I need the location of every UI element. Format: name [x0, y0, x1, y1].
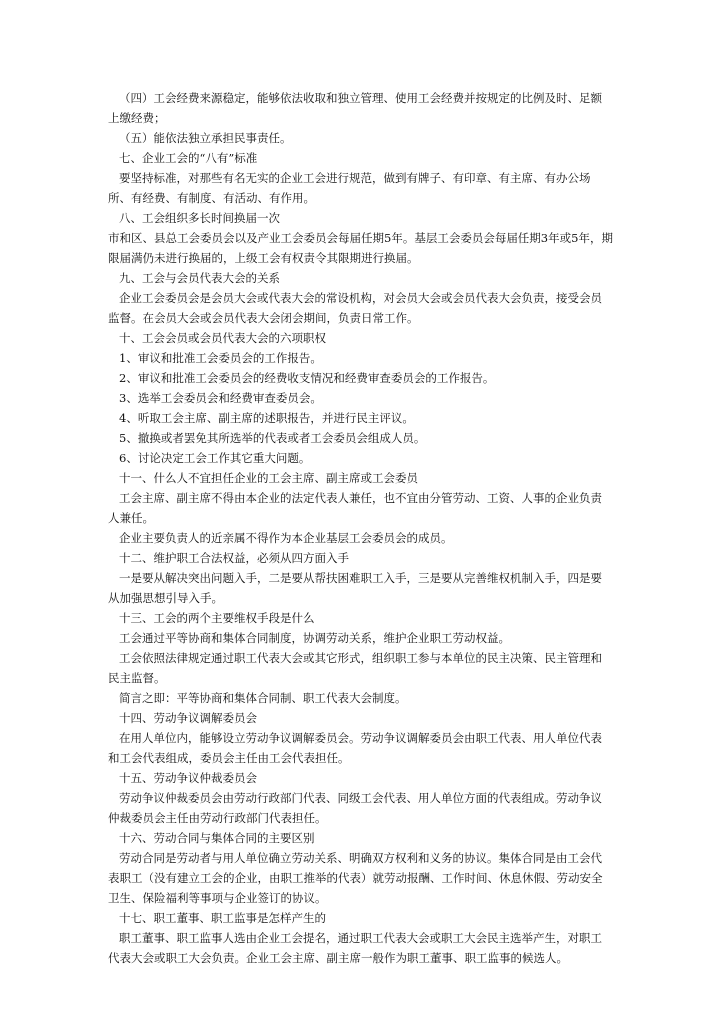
paragraph: 企业主要负责人的近亲属不得作为本企业基层工会委员会的成员。: [119, 531, 453, 545]
section-heading: 十三、工会的两个主要维权手段是什么: [119, 611, 315, 625]
paragraph: 一是要从解决突出问题入手，二是要从帮扶困难职工入手，三是要从完善维权机制入手，四是要从加强思想引导入手。: [108, 571, 602, 605]
paragraph: 要坚持标准，对那些有名无实的企业工会进行规范，做到有牌子、有印章、有主席、有办公场所、有经费、有制度、有活动、有作用。: [108, 171, 591, 205]
list-item: 5、撤换或者罢免其所选举的代表或者工会委员会组成人员。: [119, 431, 426, 445]
section-heading: 十六、劳动合同与集体合同的主要区别: [119, 831, 315, 845]
paragraph: （五）能依法独立承担民事责任。: [119, 131, 292, 145]
paragraph: 职工董事、职工监事人选由企业工会提名，通过职工代表大会或职工大会民主选举产生，对职工代表大会或职工大会负责。企业工会主席、副主席一般作为职工董事、职工监事的候选人。: [108, 931, 602, 965]
section-heading: 九、工会与会员代表大会的关系: [119, 271, 280, 285]
section-heading: 十一、什么人不宜担任企业的工会主席、副主席或工会委员: [119, 471, 418, 485]
section-heading: 十四、劳动争议调解委员会: [119, 711, 257, 725]
section-heading: 十五、劳动争议仲裁委员会: [119, 771, 257, 785]
list-item: 3、选举工会委员会和经费审查委员会。: [119, 391, 322, 405]
paragraph: 劳动合同是劳动者与用人单位确立劳动关系、明确双方权利和义务的协议。集体合同是由工会代表职工（没有建立工会的企业，由职工推举的代表）就劳动报酬、工作时间、休息休假、劳动安全卫生、保险福利等事项与企业签订的协议。: [108, 851, 603, 905]
section-heading: 十七、职工董事、职工监事是怎样产生的: [119, 911, 326, 925]
section-heading: 七、企业工会的“八有”标准: [119, 151, 258, 165]
paragraph: 在用人单位内，能够设立劳动争议调解委员会。劳动争议调解委员会由职工代表、用人单位代表和工会代表组成，委员会主任由工会代表担任。: [108, 731, 602, 765]
section-heading: 十二、维护职工合法权益，必须从四方面入手: [119, 551, 349, 565]
list-item: 6、讨论决定工会工作其它重大问题。: [119, 451, 311, 465]
section-heading: 八、工会组织多长时间换届一次: [119, 211, 280, 225]
paragraph: 工会主席、副主席不得由本企业的法定代表人兼任，也不宜由分管劳动、工资、人事的企业负责人兼任。: [108, 491, 602, 525]
list-item: 4、听取工会主席、副主席的述职报告，并进行民主评议。: [119, 411, 414, 425]
paragraph: 劳动争议仲裁委员会由劳动行政部门代表、同级工会代表、用人单位方面的代表组成。劳动争议仲裁委员会主任由劳动行政部门代表担任。: [108, 791, 602, 825]
paragraph: 市和区、县总工会委员会以及产业工会委员会每届任期5年。基层工会委员会每届任期3年或5年，期限届满仍未进行换届的，上级工会有权责令其限期进行换届。: [108, 231, 613, 265]
paragraph: （四）工会经费来源稳定，能够依法收取和独立管理、使用工会经费并按规定的比例及时、足额上缴经费；: [108, 91, 602, 125]
paragraph: 工会依照法律规定通过职工代表大会或其它形式，组织职工参与本单位的民主决策、民主管理和民主监督。: [108, 651, 602, 685]
section-heading: 十、工会会员或会员代表大会的六项职权: [119, 331, 326, 345]
list-item: 2、审议和批准工会委员会的经费收支情况和经费审查委员会的工作报告。: [119, 371, 495, 385]
paragraph: 企业工会委员会是会员大会或代表大会的常设机构，对会员大会或会员代表大会负责，接受会员监督。在会员大会或会员代表大会闭会期间，负责日常工作。: [108, 291, 602, 325]
paragraph: 简言之即：平等协商和集体合同制、职工代表大会制度。: [119, 691, 407, 705]
document-body: [108, 88, 613, 968]
list-item: 1、审议和批准工会委员会的工作报告。: [119, 351, 322, 365]
paragraph: 工会通过平等协商和集体合同制度，协调劳动关系，维护企业职工劳动权益。: [119, 631, 510, 645]
